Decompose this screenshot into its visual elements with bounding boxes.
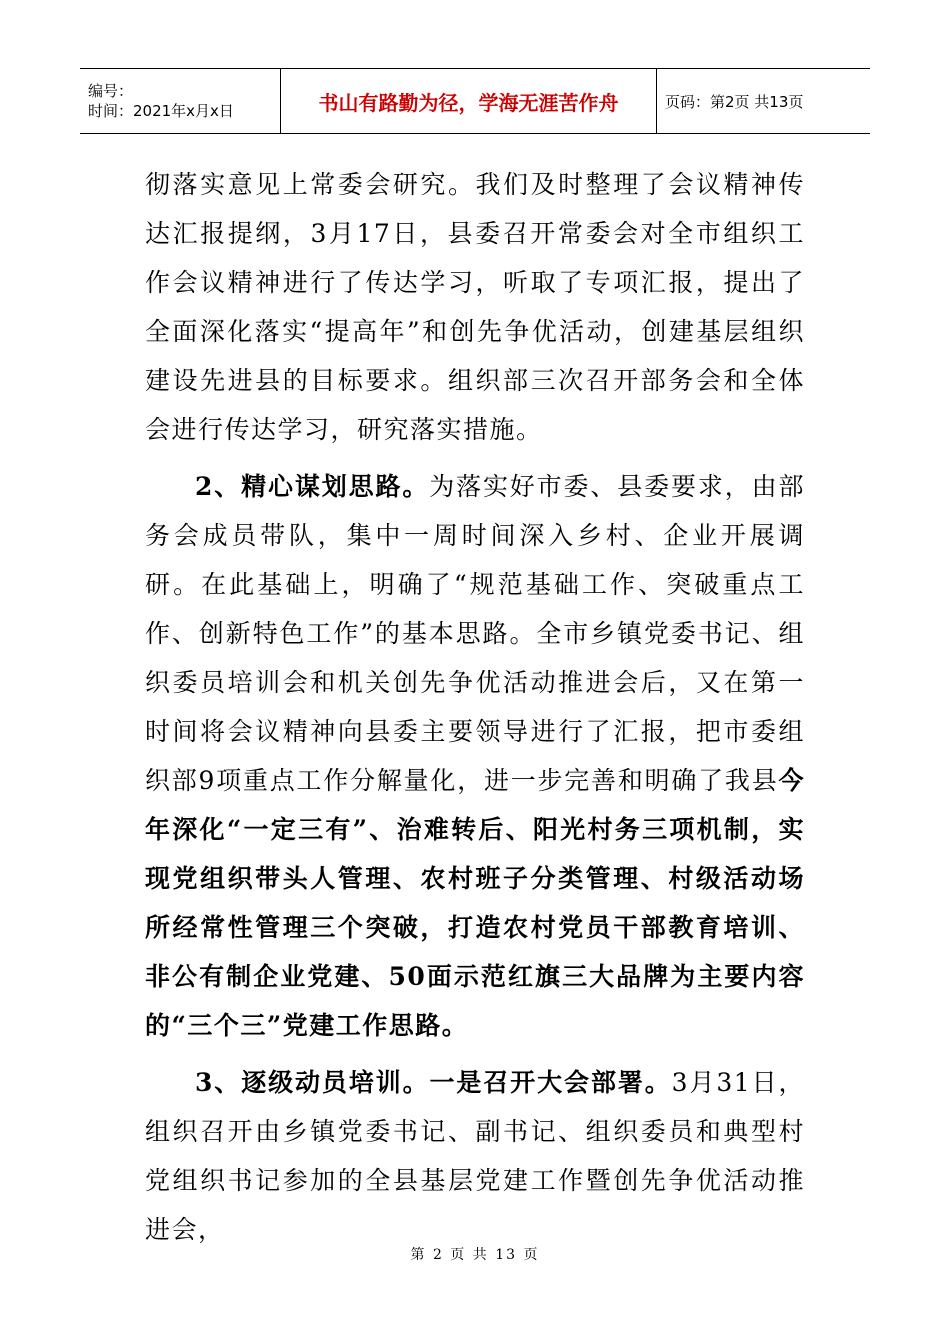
footer-page-number: 第 2 页 共 13 页 — [410, 1247, 540, 1263]
paragraph-3-title: 3、逐级动员培训。一是召开大会部署。 — [195, 1068, 672, 1097]
header-page-code — [657, 69, 870, 133]
document-number-label: 编号： — [88, 82, 134, 100]
header-motto — [281, 69, 657, 133]
motto-text: 书山有路勤为径，学海无涯苦作舟 — [318, 90, 619, 115]
paragraph-3 — [145, 1058, 805, 1254]
paragraph-1: 彻落实意见上常委会研究。我们及时整理了会议精神传达汇报提纲，3月17日，县委召开常委会对全市组织工作会议精神进行了传达学习，听取了专项汇报，提出了全面深化落实“提高年”和创先争优活动，创建基层组织建设先进县的目标要求。组织部三次召开部务会和全体会进行传达学习，研究落实措施。 — [145, 170, 805, 444]
header-meta — [80, 69, 281, 133]
paragraph-2-bold-text: 今年深化“一定三有”、治难转后、阳光村务三项机制，实现党组织带头人管理、农村班子分类管理、村级活动场所经常性管理三个突破，打造农村党员干部教育培训、非公有制企业党建、50面示范红旗三大品牌为主要内容的“三个三”党建工作思路。 — [145, 766, 805, 1040]
page-footer — [0, 1244, 950, 1264]
paragraph-3-text: 3月31日，组织召开由乡镇党委书记、副书记、组织委员和典型村党组织书记参加的全县基层党建工作暨创先争优活动推进会， — [145, 1068, 806, 1244]
document-body — [145, 160, 805, 1254]
paragraph-2 — [145, 462, 805, 1050]
paragraph-2-title: 2、精心谋划思路。 — [195, 472, 430, 501]
page-code-text: 页码：第2页 共13页 — [665, 92, 804, 111]
page-header — [80, 68, 870, 134]
paragraph-2-text: 为落实好市委、县委要求，由部务会成员带队，集中一周时间深入乡村、企业开展调研。在此基础上，明确了“规范基础工作、突破重点工作、创新特色工作”的基本思路。全市乡镇党委书记、组织委员培训会和机关创先争优活动推进会后，又在第一时间将会议精神向县委主要领导进行了汇报，把市委组织部9项重点工作分解量化，进一步完善和明确了我县 — [145, 472, 805, 795]
document-time: 时间：2021年x月x日 — [88, 102, 234, 120]
